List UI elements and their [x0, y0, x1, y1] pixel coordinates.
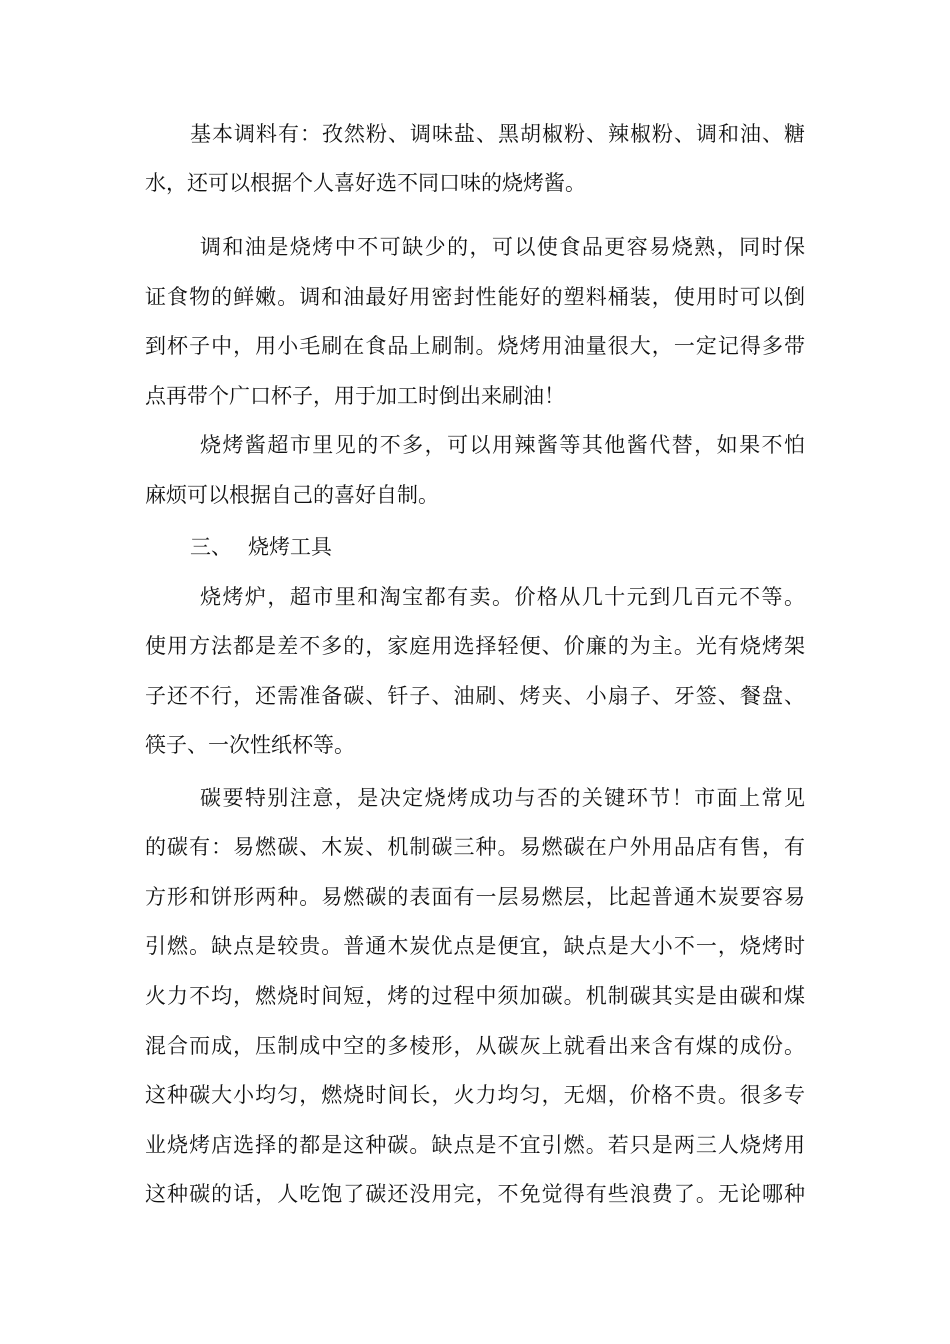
text-line: 的碳有：易燃碳、木炭、机制碳三种。易燃碳在户外用品店有售，有: [145, 835, 805, 859]
text-line: 碳要特别注意，是决定烧烤成功与否的关键环节！市面上常见: [200, 786, 805, 810]
section-number: 三、: [190, 535, 232, 559]
text-line: 麻烦可以根据自己的喜好自制。: [145, 483, 439, 507]
text-line: 方形和饼形两种。易燃碳的表面有一层易燃层，比起普通木炭要容易: [145, 885, 805, 909]
text-line: 点再带个广口杯子，用于加工时倒出来刷油！: [145, 384, 565, 408]
text-line: 基本调料有：孜然粉、调味盐、黑胡椒粉、辣椒粉、调和油、糖: [190, 122, 805, 146]
text-line: 到杯子中，用小毛刷在食品上刷制。烧烤用油量很大，一定记得多带: [145, 334, 805, 358]
text-line: 调和油是烧烤中不可缺少的，可以使食品更容易烧熟，同时保: [200, 235, 805, 259]
text-line: 烧烤炉，超市里和淘宝都有卖。价格从几十元到几百元不等。: [200, 585, 805, 609]
text-line: 这种碳的话，人吃饱了碳还没用完，不免觉得有些浪费了。无论哪种: [145, 1182, 805, 1206]
text-line: 水，还可以根据个人喜好选不同口味的烧烤酱。: [145, 171, 586, 195]
text-line: 火力不均，燃烧时间短，烤的过程中须加碳。机制碳其实是由碳和煤: [145, 984, 805, 1008]
text-line: 业烧烤店选择的都是这种碳。缺点是不宜引燃。若只是两三人烧烤用: [145, 1133, 805, 1157]
text-line: 筷子、一次性纸杯等。: [145, 733, 355, 757]
text-line: 烧烤酱超市里见的不多，可以用辣酱等其他酱代替，如果不怕: [200, 433, 805, 457]
text-line: 证食物的鲜嫩。调和油最好用密封性能好的塑料桶装，使用时可以倒: [145, 285, 805, 309]
text-line: 混合而成，压制成中空的多棱形，从碳灰上就看出来含有煤的成份。: [145, 1034, 805, 1058]
text-line: 子还不行，还需准备碳、钎子、油刷、烤夹、小扇子、牙签、餐盘、: [145, 684, 805, 708]
section-title: 烧烤工具: [248, 535, 332, 559]
text-line: 这种碳大小均匀，燃烧时间长，火力均匀，无烟，价格不贵。很多专: [145, 1083, 805, 1107]
section-heading: [190, 530, 332, 564]
text-line: 使用方法都是差不多的，家庭用选择轻便、价廉的为主。光有烧烤架: [145, 634, 805, 658]
text-line: 引燃。缺点是较贵。普通木炭优点是便宜，缺点是大小不一，烧烤时: [145, 934, 805, 958]
